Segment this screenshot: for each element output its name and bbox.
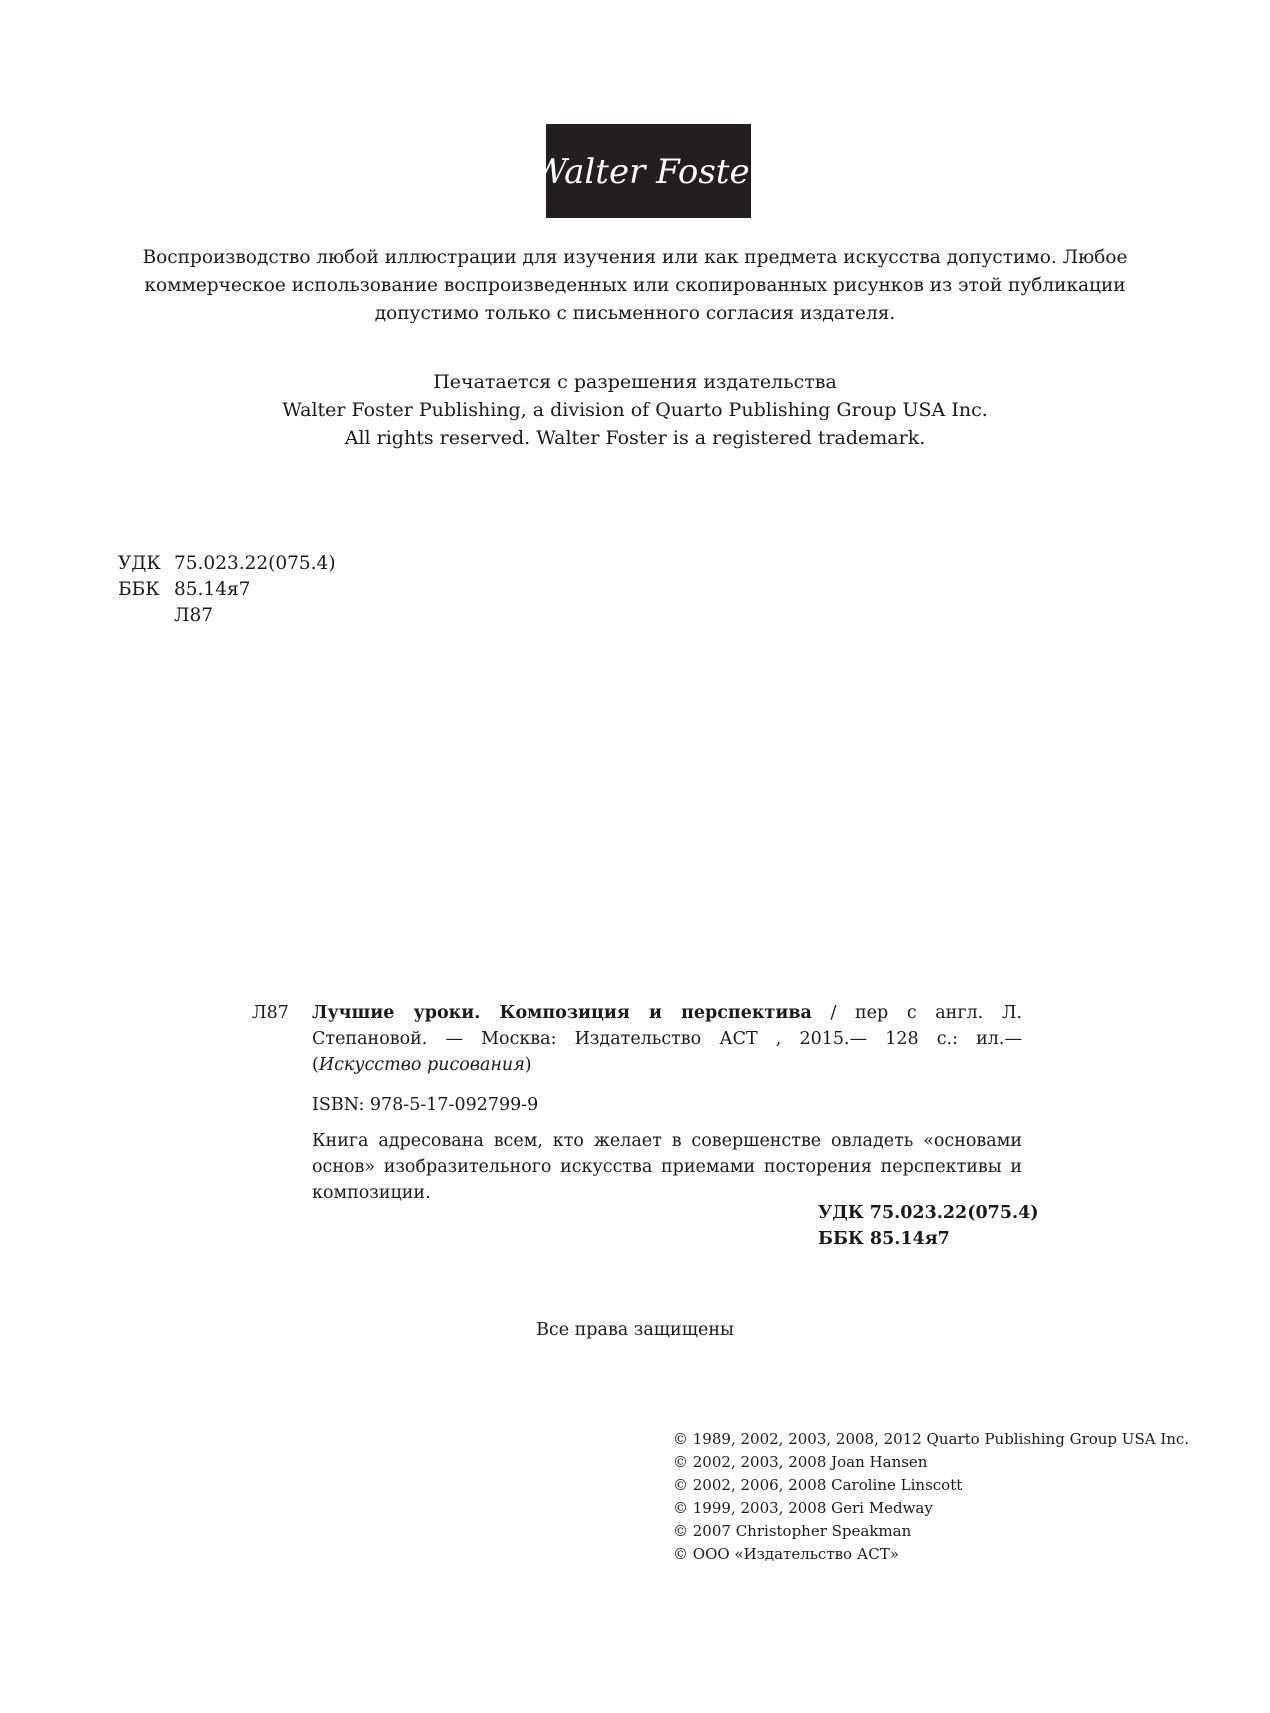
classification-codes-top xyxy=(118,551,336,629)
series-name: Искусство рисования xyxy=(318,1055,525,1075)
udk-value: 75.023.22(075.4) xyxy=(174,553,336,574)
copyright-line: © 2002, 2006, 2008 Caroline Linscott xyxy=(673,1476,963,1494)
bibliographic-entry xyxy=(252,1000,1022,1078)
copyright-line: © 1989, 2002, 2003, 2008, 2012 Quarto Publishing Group USA Inc. xyxy=(673,1430,1190,1448)
notice-line: допустимо только с письменного согласия издателя. xyxy=(374,303,896,324)
udk-label: УДК xyxy=(118,553,161,574)
copyright-line: © ООО «Издательство АСТ» xyxy=(673,1545,899,1563)
rights-statement: Все права защищены xyxy=(536,1320,734,1340)
book-title: Лучшие уроки. Композиция и перспектива xyxy=(312,1003,812,1023)
license-notice xyxy=(100,368,1170,452)
annotation: Книга адресована всем, кто желает в совершенстве овладеть «основами основ» изобразительного искусства приемами посторения перспективы и композиции. xyxy=(312,1131,1022,1203)
bbk-value: 85.14я7 xyxy=(174,579,251,600)
biblio-author-mark: Л87 xyxy=(252,1003,289,1023)
reproduction-notice xyxy=(100,244,1170,328)
copyright-list xyxy=(673,1428,1189,1566)
license-line: Walter Foster Publishing, a division of Quarto Publishing Group USA Inc. xyxy=(282,399,988,421)
biblio-details: / пер с англ. Л. Степановой. — Москва: Издательство АСТ , 2015.— 128 с.: ил.— ( xyxy=(312,1003,1022,1075)
udk-row xyxy=(118,551,336,577)
copyright-line: © 2007 Christopher Speakman xyxy=(673,1522,912,1540)
biblio-end: ) xyxy=(524,1055,532,1075)
isbn: ISBN: 978-5-17-092799-9 xyxy=(312,1095,539,1115)
walter-foster-logo-icon xyxy=(531,131,766,211)
classification-codes-bottom xyxy=(818,1200,1039,1252)
author-mark: Л87 xyxy=(174,605,213,626)
bbk-row xyxy=(118,577,336,603)
copyright-line: © 2002, 2003, 2008 Joan Hansen xyxy=(673,1453,928,1471)
publisher-logo xyxy=(531,124,766,218)
notice-line: Воспроизводство любой иллюстрации для изучения или как предмета искусства допустимо. Любое xyxy=(142,247,1128,268)
bbk-code: ББК 85.14я7 xyxy=(818,1229,950,1249)
biblio-description xyxy=(312,1000,1022,1078)
license-line: All rights reserved. Walter Foster is a registered trademark. xyxy=(344,427,926,449)
copyright-line: © 1999, 2003, 2008 Geri Medway xyxy=(673,1499,933,1517)
logo-wordmark: Walter Foster xyxy=(531,152,766,192)
license-line: Печатается с разрешения издательства xyxy=(433,371,837,393)
notice-line: коммерческое использование воспроизведенных или скопированных рисунков из этой публикации xyxy=(144,275,1126,296)
bbk-label: ББК xyxy=(118,579,160,600)
udk-code: УДК 75.023.22(075.4) xyxy=(818,1203,1039,1223)
